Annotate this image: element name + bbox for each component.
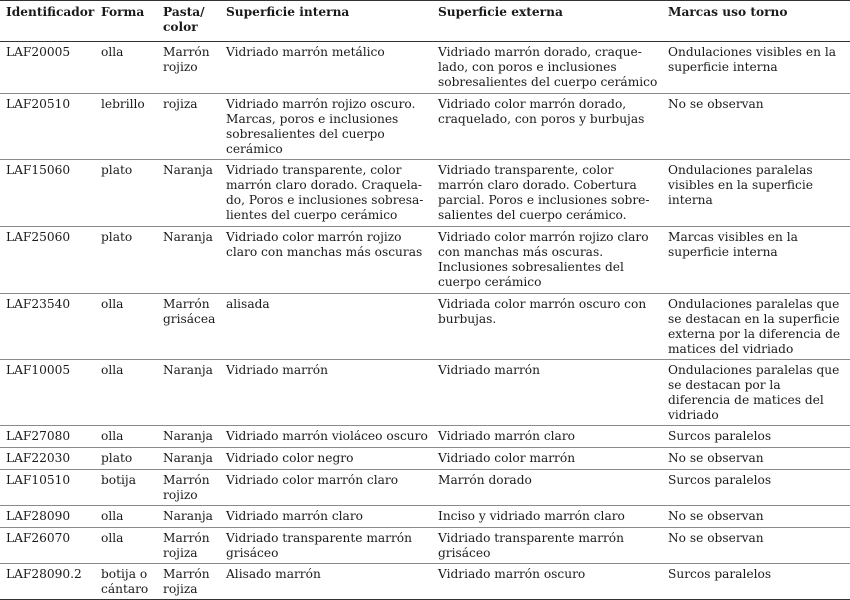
table-row (0, 470, 850, 506)
cell-marcas: No se observan (662, 528, 850, 564)
table-row (0, 506, 850, 528)
cell-forma: olla (95, 506, 157, 528)
table-row (0, 42, 850, 94)
cell-identificador: LAF28090 (0, 506, 95, 528)
cell-marcas: No se observan (662, 506, 850, 528)
cell-identificador: LAF20510 (0, 94, 95, 160)
cell-superficie-externa: Vidriado marrón claro (432, 426, 662, 448)
cell-identificador: LAF25060 (0, 227, 95, 294)
cell-superficie-externa: Vidriado transparente, color marrón claro dorado. Cobertura parcial. Poros e inclusiones sobresalientes del cuerpo cerámico. (432, 160, 662, 227)
cell-superficie-interna: Vidriado color marrón rojizo claro con manchas más oscuras (220, 227, 432, 294)
cell-identificador: LAF20005 (0, 42, 95, 94)
cell-forma: plato (95, 448, 157, 470)
cell-forma: lebrillo (95, 94, 157, 160)
cell-identificador: LAF15060 (0, 160, 95, 227)
cell-forma: olla (95, 294, 157, 360)
cell-pasta: rojiza (157, 94, 220, 160)
cell-superficie-interna: Vidriado marrón violáceo oscuro (220, 426, 432, 448)
cell-pasta: Marrón rojizo (157, 42, 220, 94)
cell-superficie-externa: Vidriado color marrón (432, 448, 662, 470)
header-superficie-externa: Superficie externa (432, 1, 662, 42)
cell-identificador: LAF22030 (0, 448, 95, 470)
cell-pasta: Marrón rojizo (157, 470, 220, 506)
cell-pasta: Naranja (157, 227, 220, 294)
cell-pasta: Marrón rojiza (157, 528, 220, 564)
cell-superficie-interna: Vidriado transparente, color marrón claro dorado. Craquelado, Poros e inclusiones sobresalientes del cuerpo cerámico (220, 160, 432, 227)
cell-marcas: Ondulaciones visibles en la superficie interna (662, 42, 850, 94)
cell-pasta: Naranja (157, 160, 220, 227)
header-pasta-color: Pasta/ color (157, 1, 220, 42)
cell-identificador: LAF10510 (0, 470, 95, 506)
cell-forma: plato (95, 160, 157, 227)
table-row (0, 160, 850, 227)
cell-forma: olla (95, 528, 157, 564)
cell-marcas: Surcos paralelos (662, 470, 850, 506)
header-row (0, 1, 850, 42)
cell-superficie-externa: Inciso y vidriado marrón claro (432, 506, 662, 528)
cell-forma: botija o cántaro (95, 564, 157, 600)
cell-pasta: Marrón rojiza (157, 564, 220, 600)
cell-superficie-externa: Vidriado marrón (432, 360, 662, 426)
cell-superficie-interna: Vidriado color marrón claro (220, 470, 432, 506)
cell-marcas: Surcos paralelos (662, 426, 850, 448)
cell-superficie-interna: Vidriado color negro (220, 448, 432, 470)
cell-identificador: LAF23540 (0, 294, 95, 360)
cell-pasta: Naranja (157, 426, 220, 448)
cell-identificador: LAF27080 (0, 426, 95, 448)
cell-pasta: Marrón grisácea (157, 294, 220, 360)
cell-pasta: Naranja (157, 448, 220, 470)
cell-forma: botija (95, 470, 157, 506)
cell-identificador: LAF10005 (0, 360, 95, 426)
cell-marcas: No se observan (662, 448, 850, 470)
table-header (0, 1, 850, 42)
table-row (0, 360, 850, 426)
table-row (0, 448, 850, 470)
cell-forma: olla (95, 42, 157, 94)
cell-identificador: LAF26070 (0, 528, 95, 564)
cell-identificador: LAF28090.2 (0, 564, 95, 600)
cell-superficie-externa: Vidriado transparente marrón grisáceo (432, 528, 662, 564)
cell-superficie-externa: Vidriada color marrón oscuro con burbujas. (432, 294, 662, 360)
cell-superficie-externa: Marrón dorado (432, 470, 662, 506)
table-row (0, 94, 850, 160)
cell-superficie-interna: Vidriado marrón claro (220, 506, 432, 528)
cell-forma: plato (95, 227, 157, 294)
cell-superficie-interna: Vidriado transparente marrón grisáceo (220, 528, 432, 564)
header-marcas-uso-torno: Marcas uso torno (662, 1, 850, 42)
cell-marcas: Ondulaciones paralelas que se destacan por la diferencia de matices del vidriado (662, 360, 850, 426)
cell-marcas: Ondulaciones paralelas visibles en la superficie interna (662, 160, 850, 227)
table-body (0, 42, 850, 600)
cell-superficie-interna: Alisado marrón (220, 564, 432, 600)
cell-pasta: Naranja (157, 506, 220, 528)
cell-forma: olla (95, 360, 157, 426)
header-superficie-interna: Superficie interna (220, 1, 432, 42)
cell-superficie-interna: alisada (220, 294, 432, 360)
table-row (0, 294, 850, 360)
header-identificador: Identificador (0, 1, 95, 42)
cell-forma: olla (95, 426, 157, 448)
table-row (0, 528, 850, 564)
cell-marcas: No se observan (662, 94, 850, 160)
cell-superficie-interna: Vidriado marrón (220, 360, 432, 426)
cell-marcas: Ondulaciones paralelas que se destacan en la superficie externa por la diferencia de matices del vidriado (662, 294, 850, 360)
cell-superficie-externa: Vidriado color marrón dorado, craquelado, con poros y burbujas (432, 94, 662, 160)
cell-marcas: Marcas visibles en la superficie interna (662, 227, 850, 294)
cell-superficie-externa: Vidriado marrón dorado, craquelado, con poros e inclusiones sobresalientes del cuerpo cerámico (432, 42, 662, 94)
cell-superficie-externa: Vidriado marrón oscuro (432, 564, 662, 600)
cell-marcas: Surcos paralelos (662, 564, 850, 600)
header-forma: Forma (95, 1, 157, 42)
cell-superficie-interna: Vidriado marrón rojizo oscuro. Marcas, poros e inclusiones sobresalientes del cuerpo cerámico (220, 94, 432, 160)
table-row (0, 227, 850, 294)
cell-superficie-externa: Vidriado color marrón rojizo claro con manchas más oscuras. Inclusiones sobresalientes del cuerpo cerámico (432, 227, 662, 294)
cell-pasta: Naranja (157, 360, 220, 426)
cell-superficie-interna: Vidriado marrón metálico (220, 42, 432, 94)
table-row (0, 426, 850, 448)
